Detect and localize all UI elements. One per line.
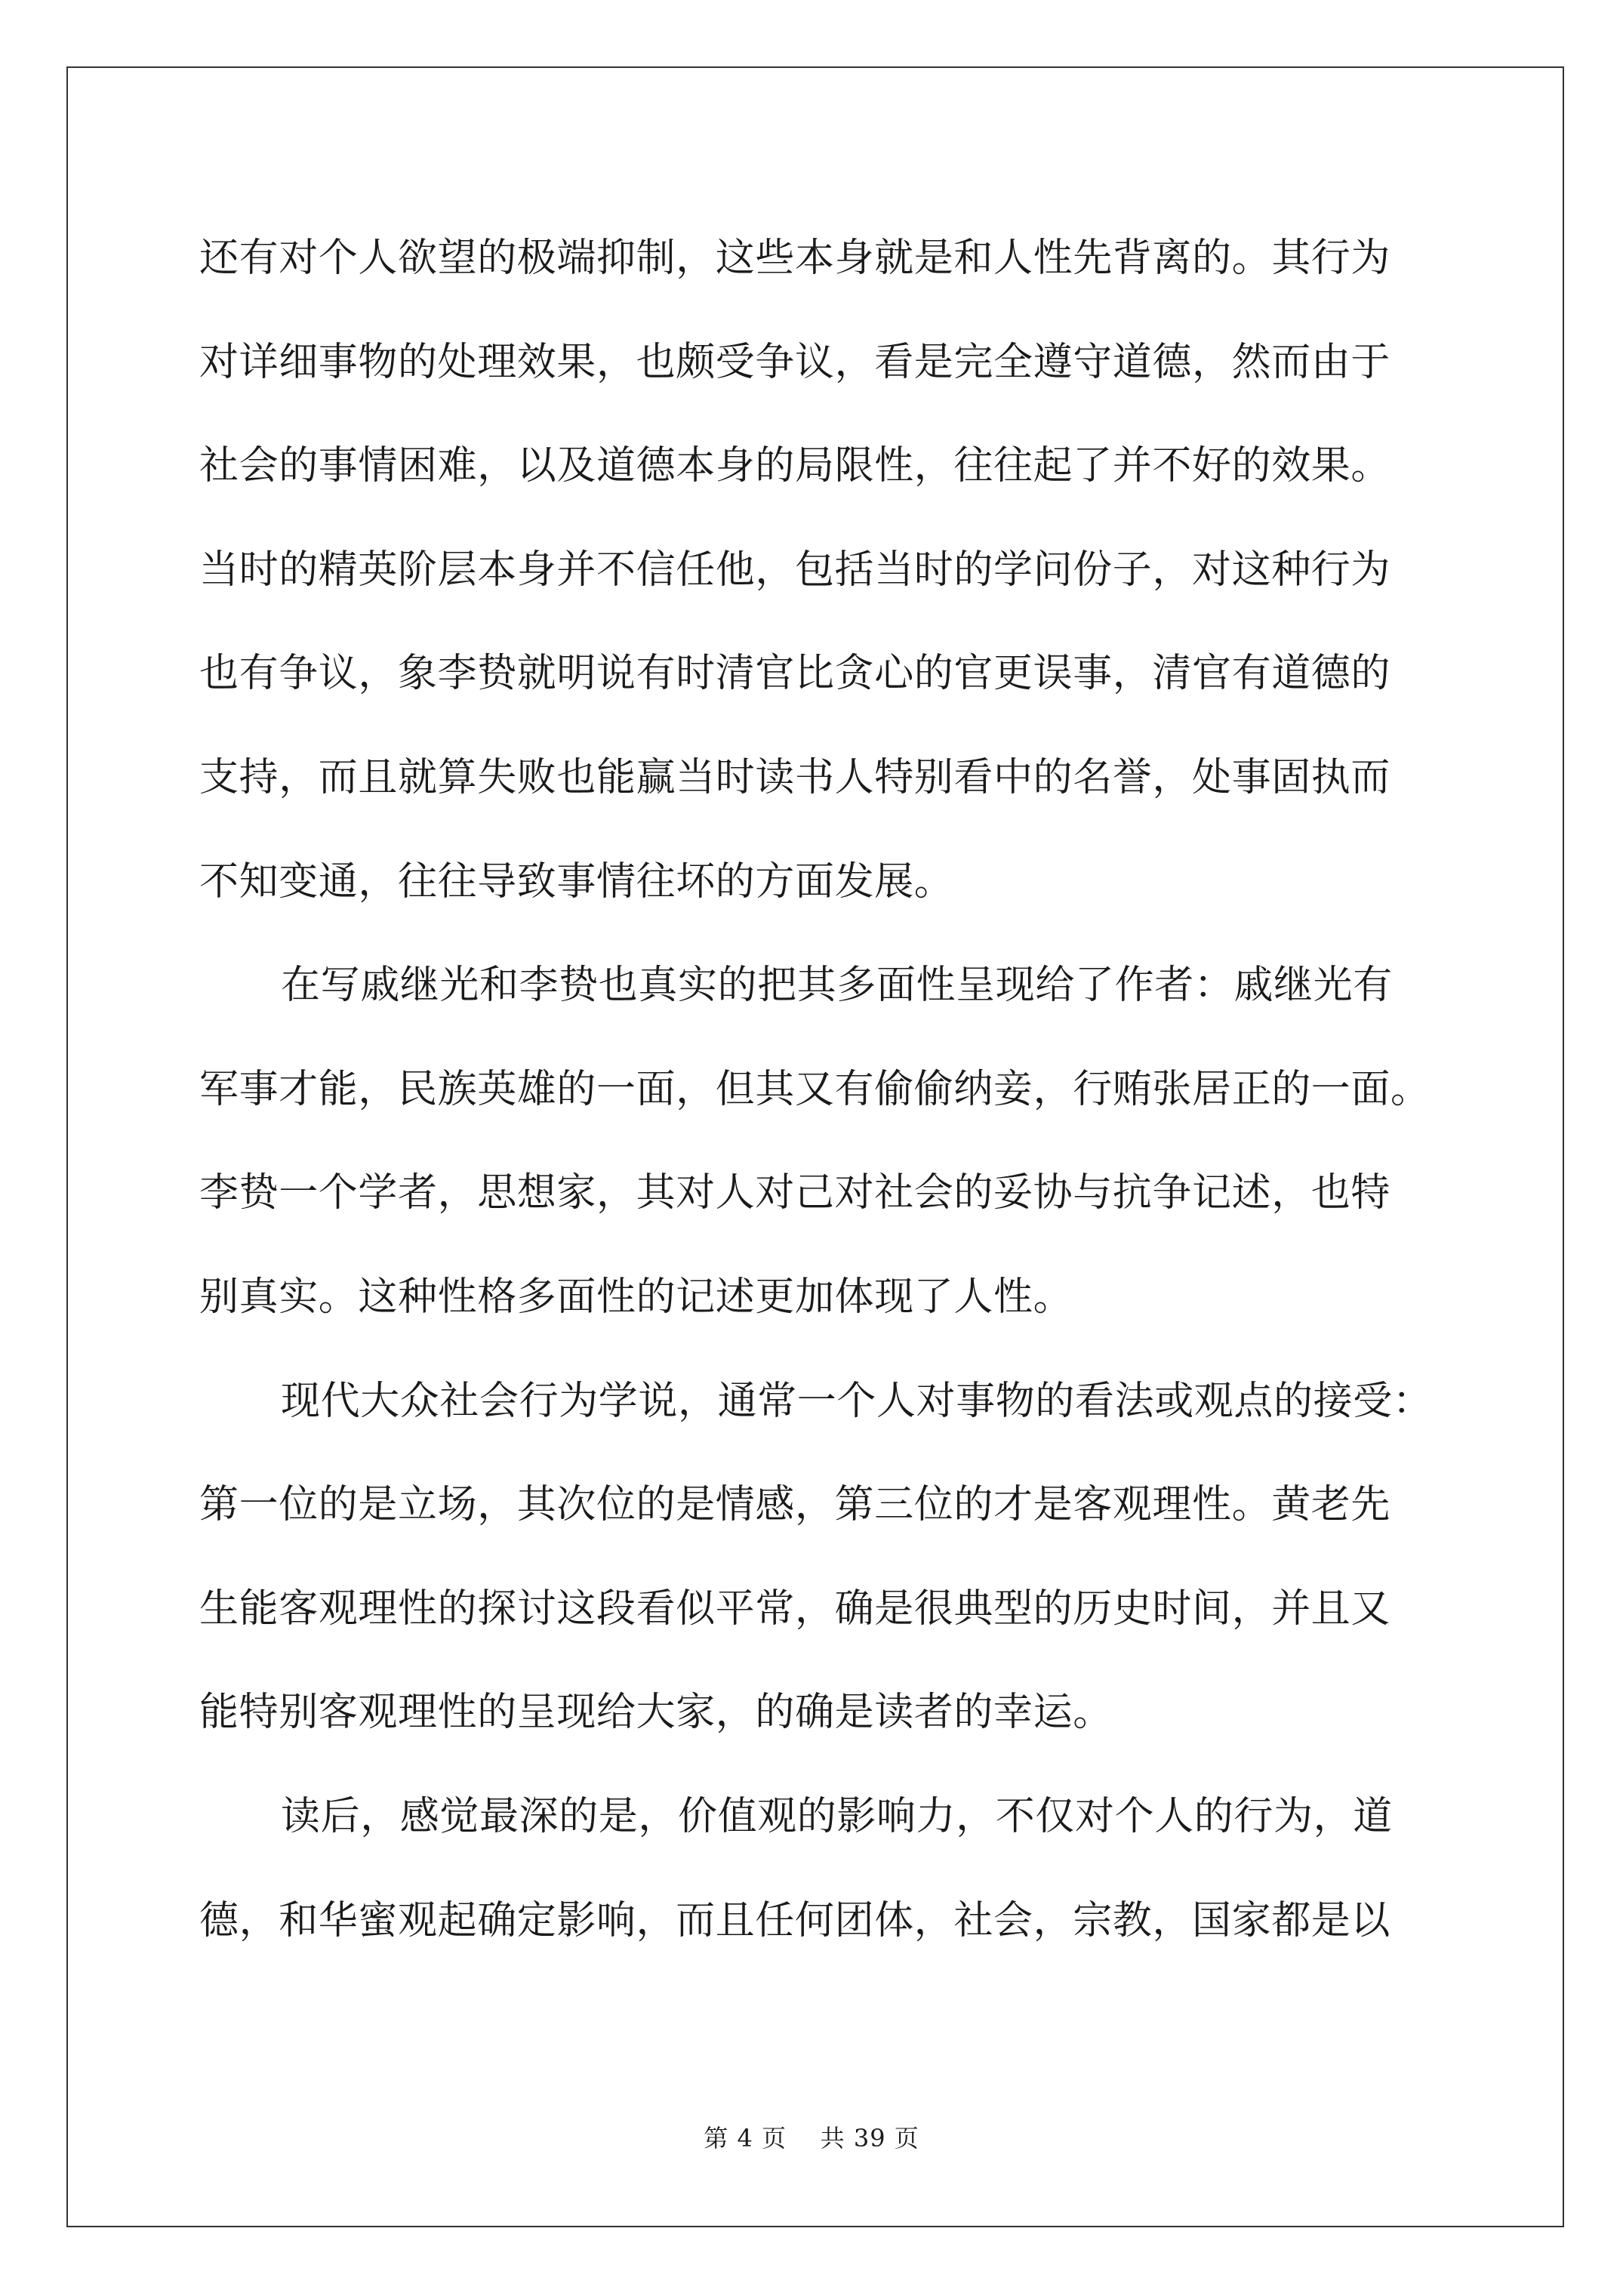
text-line: 现代大众社会行为学说，通常一个人对事物的看法或观点的接受：	[281, 1378, 1433, 1424]
text-line: 第一位的是立场，其次位的是情感，第三位的才是客观理性。黄老先	[199, 1482, 1391, 1528]
text-line: 不知变通，往往导致事情往坏的方面发展。	[199, 858, 954, 905]
text-line: 生能客观理性的探讨这段看似平常，确是很典型的历史时间，并且又	[199, 1586, 1391, 1632]
text-line: 社会的事情困难，以及道德本身的局限性，往往起了并不好的效果。	[199, 443, 1391, 489]
text-line: 对详细事物的处理效果，也颇受争议，看是完全遵守道德，然而由于	[199, 339, 1391, 385]
text-line: 在写戚继光和李贽也真实的把其多面性呈现给了作者：戚继光有	[281, 963, 1393, 1009]
text-line: 军事才能，民族英雄的一面，但其又有偷偷纳妾，行贿张居正的一面。	[199, 1066, 1431, 1112]
document-body	[199, 207, 1437, 1973]
text-line: 德，和华蜜观起确定影响，而且任何团体，社会，宗教，国家都是以	[199, 1897, 1391, 1943]
text-line: 还有对个人欲望的极端抑制，这些本身就是和人性先背离的。其行为	[199, 236, 1391, 281]
text-line: 也有争议，象李贽就明说有时清官比贪心的官更误事，清官有道德的	[199, 651, 1391, 697]
page-number-footer: 第 4 页 共 39 页	[704, 2124, 919, 2153]
text-line: 支持，而且就算失败也能赢当时读书人特别看中的名誉，处事固执而	[199, 754, 1391, 800]
text-line: 当时的精英阶层本身并不信任他，包括当时的学问份子，对这种行为	[199, 547, 1391, 593]
text-line: 读后，感觉最深的是，价值观的影响力，不仅对个人的行为，道	[281, 1793, 1393, 1839]
text-line: 李贽一个学者，思想家，其对人对己对社会的妥协与抗争记述，也特	[199, 1170, 1391, 1216]
text-line: 能特别客观理性的呈现给大家，的确是读者的幸运。	[199, 1690, 1113, 1736]
text-line: 别真实。这种性格多面性的记述更加体现了人性。	[199, 1274, 1073, 1320]
